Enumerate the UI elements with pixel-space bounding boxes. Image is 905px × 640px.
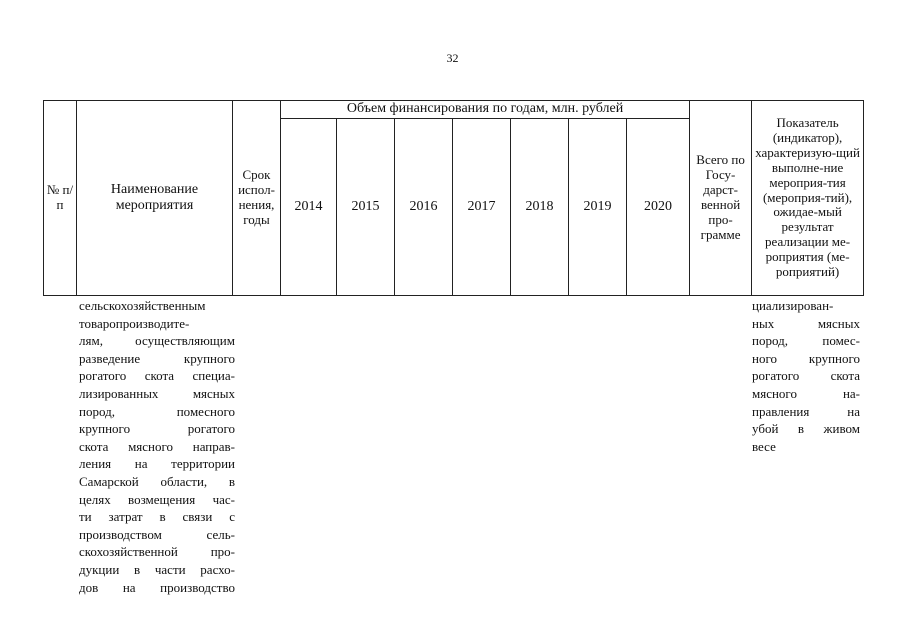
text-line: скохозяйственной про- [79,544,235,560]
text-line: лям, осуществляющим [79,333,235,349]
header-year: 2019 [569,119,627,296]
text-line: рогатого скота специа- [79,368,235,384]
text-line: товаропроизводите- [79,315,190,331]
header-event-name: Наименование мероприятия [77,101,233,296]
text-line: дов на производство [79,579,235,595]
text-line: пород, помес- [752,333,860,349]
text-line: весе [752,438,776,454]
text-line: скота мясного направ- [79,438,235,454]
header-year: 2020 [627,119,690,296]
text-line: ления на территории [79,456,235,472]
text-line: убой в живом [752,421,860,437]
text-line: Самарской области, в [79,473,235,489]
text-line: крупного рогатого [79,421,235,437]
header-year: 2018 [511,119,569,296]
text-line: производством сель- [79,526,235,542]
program-table-header [43,100,864,296]
header-total: Всего по Госу-дарст-венной про-грамме [690,101,752,296]
header-indicator: Показатель (индикатор), характеризую-щий выполне-ние мероприя-тия (мероприя-тий), ожидае-мый результат реализации ме-роприятия (ме-роприятий) [752,101,864,296]
header-number: № п/п [44,101,77,296]
text-line: лизированных мясных [79,385,235,401]
text-line: пород, помесного [79,403,235,419]
header-execution-term: Срок испол-нения, годы [233,101,281,296]
text-line: дукции в части расхо- [79,561,235,577]
header-funding-group: Объем финансирования по годам, млн. рублей [281,101,690,119]
text-line: рогатого скота [752,368,860,384]
text-line: ных мясных [752,315,860,331]
header-year: 2017 [453,119,511,296]
text-line: циализирован- [752,298,834,313]
header-year: 2016 [395,119,453,296]
text-line: ного крупного [752,350,860,366]
page-number: 32 [446,51,459,65]
header-year: 2015 [337,119,395,296]
event-name-continuation [79,297,235,596]
text-line: целях возмещения час- [79,491,235,507]
text-line: ти затрат в связи с [79,509,235,525]
text-line: разведение крупного [79,350,235,366]
header-year: 2014 [281,119,337,296]
text-line: правления на [752,403,860,419]
text-line: мясного на- [752,385,860,401]
indicator-continuation [752,297,860,455]
text-line: сельскохозяйственным [79,298,206,313]
